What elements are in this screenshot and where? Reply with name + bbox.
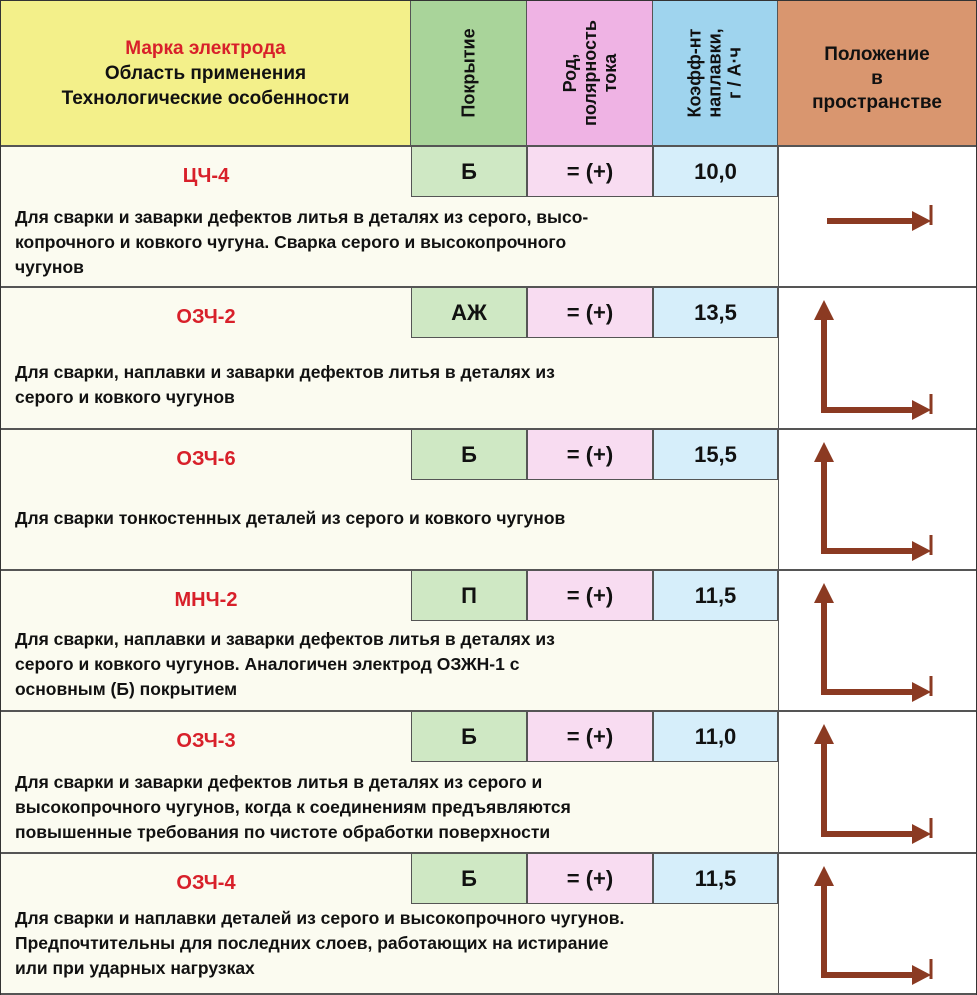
table-row xyxy=(1,571,976,712)
description xyxy=(15,360,775,410)
description-line: Для сварки тонкостенных деталей из серого и ковкого чугунов xyxy=(15,508,566,528)
coefficient-cell: 13,5 xyxy=(653,288,778,338)
coefficient-cell: 11,0 xyxy=(653,712,778,762)
description-line: основным (Б) покрытием xyxy=(15,679,238,699)
current-cell: = (+) xyxy=(527,430,653,480)
coating-cell: Б xyxy=(411,712,527,762)
header-coef-line3: г / А·ч xyxy=(725,47,745,99)
description-line: Для сварки и заварки дефектов литья в деталях из серого и xyxy=(15,772,543,792)
position-cell xyxy=(778,571,976,710)
description-line: копрочного и ковкого чугуна. Сварка серого и высокопрочного xyxy=(15,232,567,252)
horizontal-arrow-icon xyxy=(779,147,977,288)
coefficient-cell: 10,0 xyxy=(653,147,778,197)
description xyxy=(15,906,775,981)
header-current xyxy=(527,1,653,147)
header-coefficient-label xyxy=(685,28,745,117)
description-line: Для сварки и наплавки деталей из серого и высокопрочного чугунов. xyxy=(15,908,625,928)
description-line: серого и ковкого чугунов xyxy=(15,387,235,407)
header-coefficient xyxy=(653,1,778,147)
position-cell xyxy=(778,288,976,428)
description xyxy=(15,506,775,531)
header-main xyxy=(1,1,411,147)
header-coating-label: Покрытие xyxy=(458,28,479,118)
header-current-line1: Род, xyxy=(559,53,580,93)
coating-cell: Б xyxy=(411,854,527,904)
header-features: Технологические особенности xyxy=(61,87,350,109)
position-cell xyxy=(778,147,976,286)
current-cell: = (+) xyxy=(527,854,653,904)
coefficient-cell: 15,5 xyxy=(653,430,778,480)
coating-cell: АЖ xyxy=(411,288,527,338)
electrode-mark: ОЗЧ-4 xyxy=(176,872,236,894)
coating-cell: Б xyxy=(411,430,527,480)
electrode-mark: МНЧ-2 xyxy=(174,589,238,611)
corner-arrows-icon xyxy=(779,571,977,712)
description-line: серого и ковкого чугунов. Аналогичен электрод ОЗЖН-1 с xyxy=(15,654,520,674)
table-row xyxy=(1,430,976,571)
coefficient-cell: 11,5 xyxy=(653,854,778,904)
electrode-mark: ОЗЧ-6 xyxy=(176,448,236,470)
header-position-line1: Положение xyxy=(824,44,930,65)
description-line: Для сварки и заварки дефектов литья в деталях из серого, высо- xyxy=(15,207,589,227)
table-row xyxy=(1,854,976,995)
electrode-mark: ОЗЧ-2 xyxy=(176,306,236,328)
description-line: или при ударных нагрузках xyxy=(15,958,255,978)
description-line: Для сварки, наплавки и заварки дефектов литья в деталях из xyxy=(15,362,555,382)
corner-arrows-icon xyxy=(779,854,977,995)
description-line: высокопрочного чугунов, когда к соединениям предъявляются xyxy=(15,797,571,817)
description-line: Предпочтительны для последних слоев, работающих на истирание xyxy=(15,933,609,953)
coating-cell: П xyxy=(411,571,527,621)
coefficient-cell: 11,5 xyxy=(653,571,778,621)
table-row xyxy=(1,147,976,288)
description-line: чугунов xyxy=(15,257,84,277)
table-row xyxy=(1,712,976,854)
description-line: повышенные требования по чистоте обработки поверхности xyxy=(15,822,551,842)
position-cell xyxy=(778,854,976,993)
corner-arrows-icon xyxy=(779,430,977,571)
description xyxy=(15,770,775,845)
electrode-mark: ОЗЧ-3 xyxy=(176,730,236,752)
electrode-mark: ЦЧ-4 xyxy=(182,165,230,187)
corner-arrows-icon xyxy=(779,712,977,854)
current-cell: = (+) xyxy=(527,147,653,197)
header-position xyxy=(778,1,976,147)
header-area: Область применения xyxy=(104,62,307,84)
description xyxy=(15,205,775,280)
header-current-line3: тока xyxy=(599,53,620,93)
header-coating xyxy=(411,1,527,147)
position-cell xyxy=(778,712,976,852)
description-line: Для сварки, наплавки и заварки дефектов литья в деталях из xyxy=(15,629,555,649)
current-cell: = (+) xyxy=(527,288,653,338)
corner-arrows-icon xyxy=(779,288,977,430)
description xyxy=(15,627,775,702)
header-coef-line2: наплавки, xyxy=(705,28,725,118)
header-coef-line1: Коэфф-нт xyxy=(685,28,705,118)
header-brand: Марка электрода xyxy=(125,37,286,59)
header-position-line3: пространстве xyxy=(812,92,942,113)
header-position-line2: в xyxy=(871,68,883,89)
position-cell xyxy=(778,430,976,569)
current-cell: = (+) xyxy=(527,712,653,762)
table-row xyxy=(1,288,976,430)
coating-cell: Б xyxy=(411,147,527,197)
header-current-line2: полярность xyxy=(579,20,600,126)
header-current-label xyxy=(560,20,620,126)
current-cell: = (+) xyxy=(527,571,653,621)
